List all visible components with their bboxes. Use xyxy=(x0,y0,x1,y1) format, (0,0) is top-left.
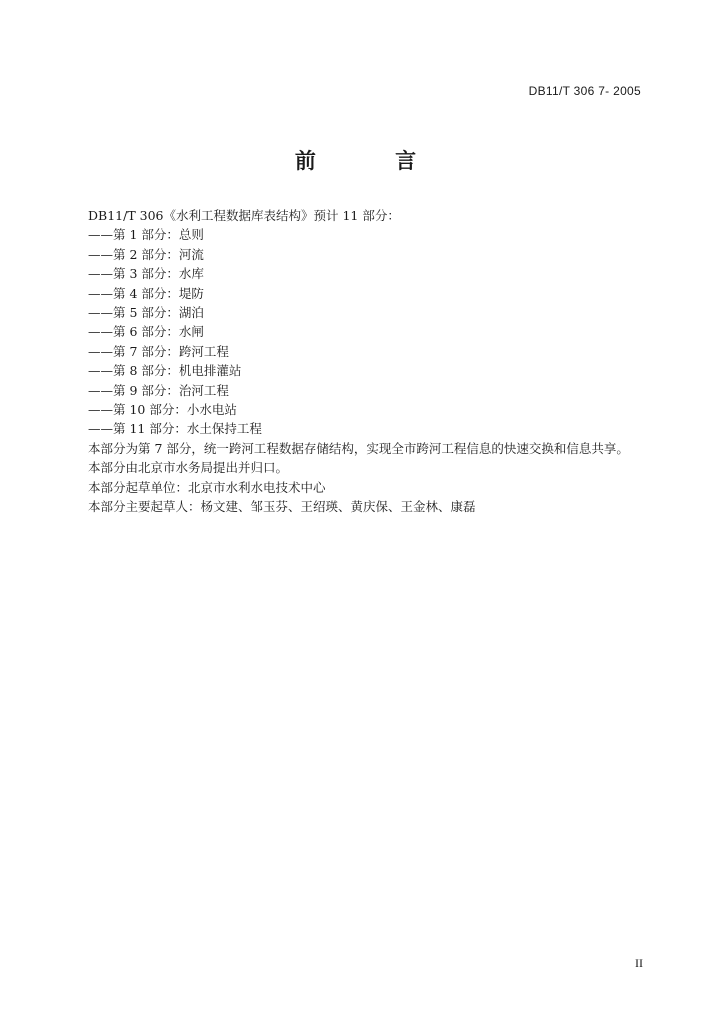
part-item: ——第 9 部分：治河工程 xyxy=(88,382,229,398)
part-item: ——第 7 部分：跨河工程 xyxy=(88,343,229,359)
drafters-paragraph: 本部分主要起草人：杨文建、邹玉芬、王绍瑛、黄庆保、王金林、康磊 xyxy=(88,499,476,515)
part-item: ——第 3 部分：水库 xyxy=(88,266,204,282)
part-item: ——第 5 部分：湖泊 xyxy=(88,305,204,321)
part-item: ——第 6 部分：水闸 xyxy=(88,324,204,340)
document-number: DB11/T 306 7- 2005 xyxy=(528,84,641,98)
part-item: ——第 8 部分：机电排灌站 xyxy=(88,363,242,379)
page-number: II xyxy=(635,956,643,970)
intro-line: DB11/T 306《水利工程数据库表结构》预计 11 部分： xyxy=(88,208,400,223)
proposer-paragraph: 本部分由北京市水务局提出并归口。 xyxy=(88,460,289,476)
foreword-body xyxy=(88,206,648,517)
part-item: ——第 2 部分：河流 xyxy=(88,246,204,262)
part-item: ——第 4 部分：堤防 xyxy=(88,285,204,301)
part-item: ——第 11 部分：水土保持工程 xyxy=(88,421,262,437)
drafting-unit-paragraph: 本部分起草单位：北京市水利水电技术中心 xyxy=(88,479,326,495)
scope-paragraph: 本部分为第 7 部分，统一跨河工程数据存储结构，实现全市跨河工程信息的快速交换和信息共享。 xyxy=(88,440,629,456)
part-item: ——第 1 部分：总则 xyxy=(88,227,204,243)
page-title: 前 言 xyxy=(294,149,453,173)
part-item: ——第 10 部分：小水电站 xyxy=(88,402,237,418)
